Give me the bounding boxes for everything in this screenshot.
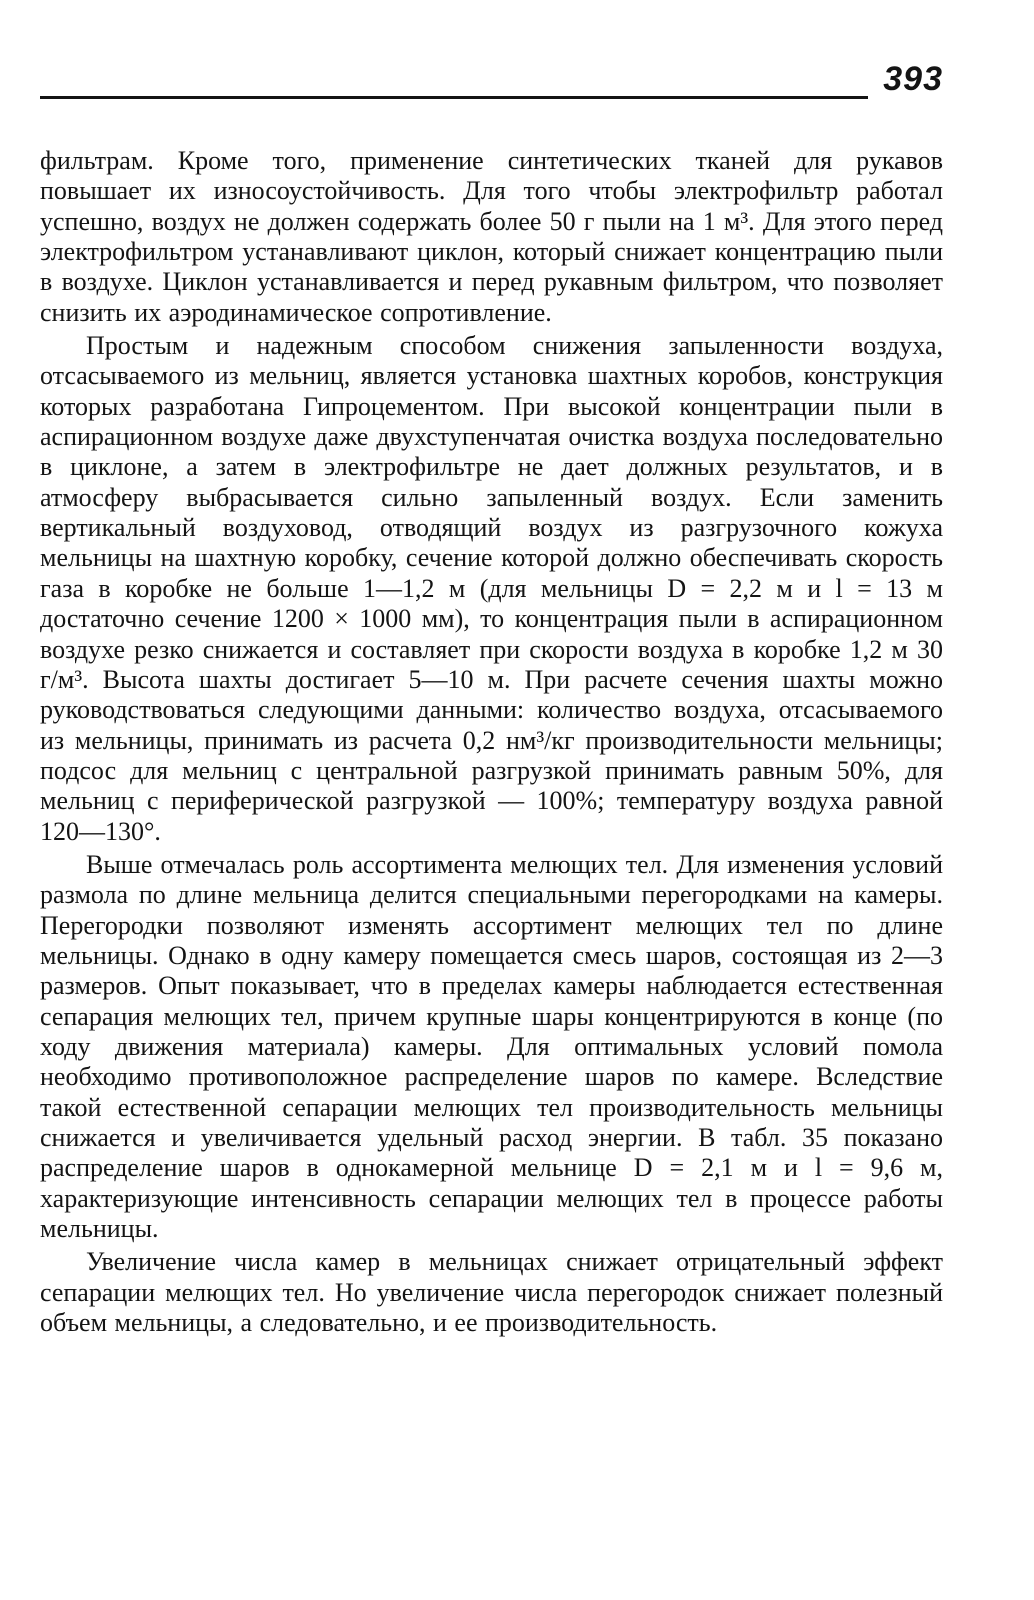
paragraph-1: фильтрам. Кроме того, применение синтетических тканей для рукавов повышает их износоустойчивость. Для того чтобы электрофильтр работал успешно, воздух не должен содержать более 50 г пыли на 1 м³. Для этого перед электрофильтром устанавливают циклон, который снижает концентрацию пыли в воздухе. Циклон устанавливается и перед рукавным фильтром, что позволяет снизить их аэродинамическое сопротивление. <box>40 146 943 327</box>
paragraph-2: Простым и надежным способом снижения запыленности воздуха, отсасываемого из мельниц, является установка шахтных коробов, конструкция которых разработана Гипроцементом. При высокой концентрации пыли в аспирационном воздухе даже двухступенчатая очистка воздуха последовательно в циклоне, а затем в электрофильтре не дает должных результатов, и в атмосферу выбрасывается сильно запыленный воздух. Если заменить вертикальный воздуховод, отводящий воздух из разгрузочного кожуха мельницы на шахтную коробку, сечение которой должно обеспечивать скорость газа в коробке не больше 1—1,2 м (для мельницы D = 2,2 м и l = 13 м достаточно сечение 1200 × 1000 мм), то концентрация пыли в аспирационном воздухе резко снижается и составляет при скорости воздуха в коробке 1,2 м 30 г/м³. Высота шахты достигает 5—10 м. При расчете сечения шахты можно руководствоваться следующими данными: количество воздуха, отсасываемого из мельницы, принимать из расчета 0,2 нм³/кг производительности мельницы; подсос для мельниц с центральной разгрузкой принимать равным 50%, для мельниц с периферической разгрузкой — 100%; температуру воздуха равной 120—130°. <box>40 331 943 846</box>
paragraph-4: Увеличение числа камер в мельницах снижает отрицательный эффект сепарации мелющих тел. Но увеличение числа перегородок снижает полезный объем мельницы, а следовательно, и ее производительность. <box>40 1247 943 1338</box>
page-header <box>40 55 943 103</box>
header-rule <box>40 96 868 99</box>
page-number: 393 <box>883 60 943 98</box>
body-text <box>40 146 943 1338</box>
paragraph-3: Выше отмечалась роль ассортимента мелющих тел. Для изменения условий размола по длине мельница делится специальными перегородками на камеры. Перегородки позволяют изменять ассортимент мелющих тел по длине мельницы. Однако в одну камеру помещается смесь шаров, состоящая из 2—3 размеров. Опыт показывает, что в пределах камеры наблюдается естественная сепарация мелющих тел, причем крупные шары концентрируются в конце (по ходу движения материала) камеры. Для оптимальных условий помола необходимо противоположное распределение шаров по камере. Вследствие такой естественной сепарации мелющих тел производительность мельницы снижается и увеличивается удельный расход энергии. В табл. 35 показано распределение шаров в однокамерной мельнице D = 2,1 м и l = 9,6 м, характеризующие интенсивность сепарации мелющих тел в процессе работы мельницы. <box>40 849 943 1244</box>
